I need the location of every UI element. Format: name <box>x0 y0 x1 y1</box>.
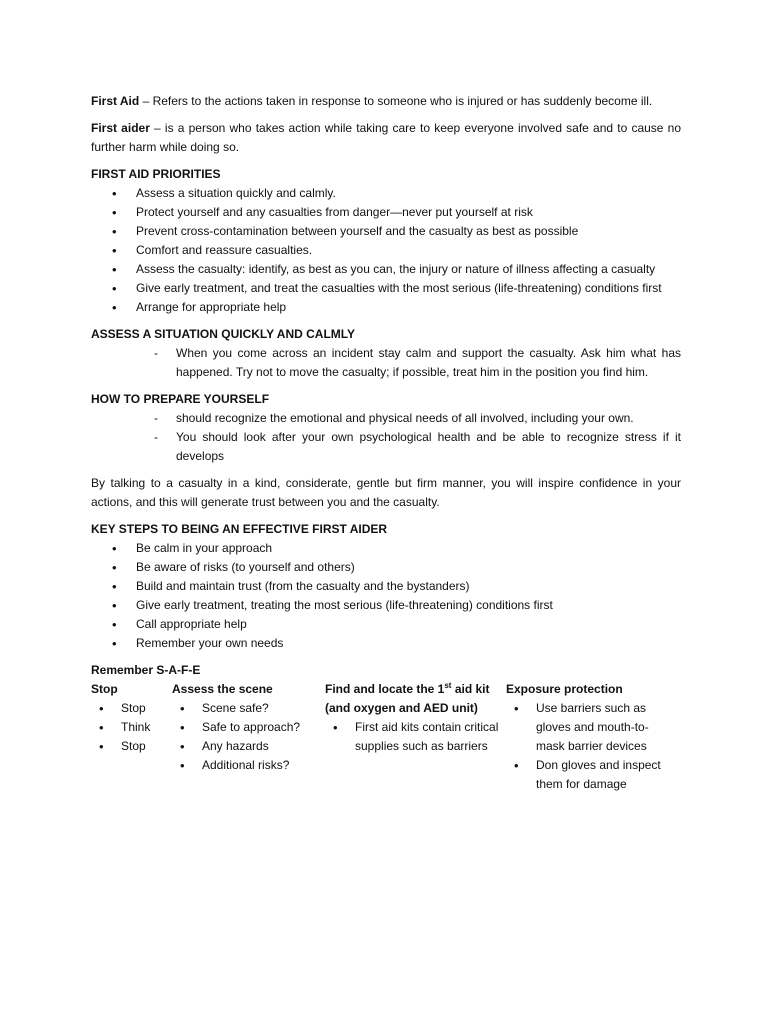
list-item: • Assess a situation quickly and calmly. <box>136 184 681 203</box>
column-list <box>325 718 506 756</box>
list-item: - You should look after your own psychological health and be able to recognize stress if it develops <box>176 428 681 466</box>
definition-first-aid <box>91 92 681 111</box>
section-heading-key-steps: KEY STEPS TO BEING AN EFFECTIVE FIRST AIDER <box>91 522 388 536</box>
list-item: - When you come across an incident stay calm and support the casualty. Ask him what has happened. Try not to move the casualty; if possible, treat him in the position you find him. <box>176 344 681 382</box>
talking-paragraph: By talking to a casualty in a kind, considerate, gentle but firm manner, you will inspire confidence in your actions, and this will generate trust between you and the casualty. <box>91 476 681 509</box>
list-item: • Stop <box>121 737 172 756</box>
list-item: • Stop <box>121 699 172 718</box>
list-item: • Additional risks? <box>202 756 325 775</box>
column-list <box>172 699 325 775</box>
key-steps-list <box>91 539 681 653</box>
section-heading-assess: ASSESS A SITUATION QUICKLY AND CALMLY <box>91 327 356 341</box>
safe-column-assess <box>172 680 325 775</box>
list-item: • Arrange for appropriate help <box>136 298 681 317</box>
safe-heading: Remember S-A-F-E <box>91 663 201 677</box>
list-item: - should recognize the emotional and physical needs of all involved, including your own. <box>176 409 681 428</box>
column-list <box>91 699 172 756</box>
list-item: • Build and maintain trust (from the casualty and the bystanders) <box>136 577 681 596</box>
column-title: Assess the scene <box>172 682 273 696</box>
prepare-list <box>91 409 681 466</box>
list-item: • First aid kits contain critical supplies such as barriers <box>355 718 506 756</box>
safe-column-exposure <box>506 680 676 794</box>
list-item: • Safe to approach? <box>202 718 325 737</box>
list-item: • Protect yourself and any casualties from danger—never put yourself at risk <box>136 203 681 222</box>
assess-list <box>91 344 681 382</box>
section-heading-prepare: HOW TO PREPARE YOURSELF <box>91 392 270 406</box>
list-item: • Any hazards <box>202 737 325 756</box>
definition-first-aider <box>91 119 681 157</box>
term: First Aid <box>91 94 140 108</box>
list-item: • Don gloves and inspect them for damage <box>536 756 676 794</box>
list-item: • Prevent cross-contamination between yourself and the casualty as best as possible <box>136 222 681 241</box>
safe-columns <box>91 680 681 794</box>
list-item: • Scene safe? <box>202 699 325 718</box>
document-page <box>91 92 681 794</box>
safe-column-find <box>325 680 506 756</box>
list-item: • Give early treatment, treating the most serious (life-threatening) conditions first <box>136 596 681 615</box>
column-list <box>506 699 676 794</box>
priorities-list <box>91 184 681 317</box>
column-title: Exposure protection <box>506 682 623 696</box>
list-item: • Be aware of risks (to yourself and others) <box>136 558 681 577</box>
list-item: • Remember your own needs <box>136 634 681 653</box>
list-item: • Use barriers such as gloves and mouth-to-mask barrier devices <box>536 699 676 756</box>
term: First aider <box>91 121 150 135</box>
section-heading-priorities: FIRST AID PRIORITIES <box>91 167 221 181</box>
definition-text: – is a person who takes action while taking care to keep everyone involved safe and to cause no further harm while doing so. <box>91 121 681 154</box>
list-item: • Be calm in your approach <box>136 539 681 558</box>
list-item: • Comfort and reassure casualties. <box>136 241 681 260</box>
list-item: • Think <box>121 718 172 737</box>
column-title: Stop <box>91 682 118 696</box>
list-item: • Give early treatment, and treat the casualties with the most serious (life-threatening) conditions first <box>136 279 681 298</box>
column-title: Find and locate the 1st aid kit (and oxygen and AED unit) <box>325 681 490 715</box>
list-item: • Assess the casualty: identify, as best as you can, the injury or nature of illness affecting a casualty <box>136 260 681 279</box>
definition-text: – Refers to the actions taken in response to someone who is injured or has suddenly become ill. <box>139 94 653 108</box>
list-item: • Call appropriate help <box>136 615 681 634</box>
safe-column-stop <box>91 680 172 756</box>
